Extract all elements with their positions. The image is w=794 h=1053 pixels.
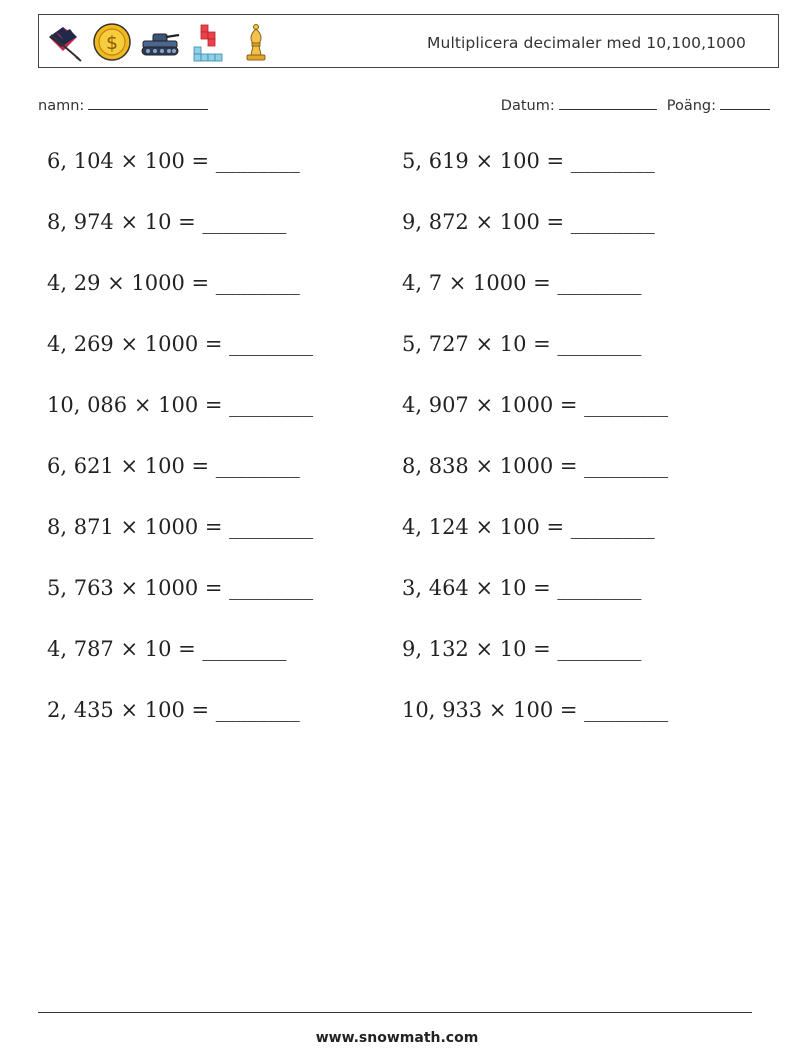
problem-item: 4, 269 × 1000 = ________ <box>47 332 314 356</box>
problem-item: 4, 7 × 1000 = ________ <box>402 271 642 295</box>
problem-item: 9, 872 × 100 = ________ <box>402 210 655 234</box>
problem-item: 5, 619 × 100 = ________ <box>402 149 655 173</box>
worksheet-title: Multiplicera decimaler med 10,100,1000 <box>427 34 746 52</box>
problem-item: 8, 838 × 1000 = ________ <box>402 454 669 478</box>
svg-text:$: $ <box>105 32 119 54</box>
problem-item: 3, 464 × 10 = ________ <box>402 576 642 600</box>
problem-item: 4, 124 × 100 = ________ <box>402 515 655 539</box>
footer-divider <box>38 1012 752 1013</box>
problem-item: 4, 787 × 10 = ________ <box>47 637 287 661</box>
problem-item: 4, 29 × 1000 = ________ <box>47 271 300 295</box>
problem-item: 10, 933 × 100 = ________ <box>402 698 669 722</box>
problem-item: 6, 621 × 100 = ________ <box>47 454 300 478</box>
problem-item: 10, 086 × 100 = ________ <box>47 393 314 417</box>
problem-item: 9, 132 × 10 = ________ <box>402 637 642 661</box>
problem-item: 6, 104 × 100 = ________ <box>47 149 300 173</box>
problem-item: 8, 974 × 10 = ________ <box>47 210 287 234</box>
name-label: namn: <box>38 98 85 114</box>
problem-item: 5, 763 × 1000 = ________ <box>47 576 314 600</box>
footer-website: www.snowmath.com <box>315 1030 479 1046</box>
problem-item: 4, 907 × 1000 = ________ <box>402 393 669 417</box>
problem-item: 5, 727 × 10 = ________ <box>402 332 642 356</box>
problem-item: 8, 871 × 1000 = ________ <box>47 515 314 539</box>
problem-item: 2, 435 × 100 = ________ <box>47 698 300 722</box>
date-label: Datum: <box>500 98 555 114</box>
score-label: Poäng: <box>666 98 716 114</box>
